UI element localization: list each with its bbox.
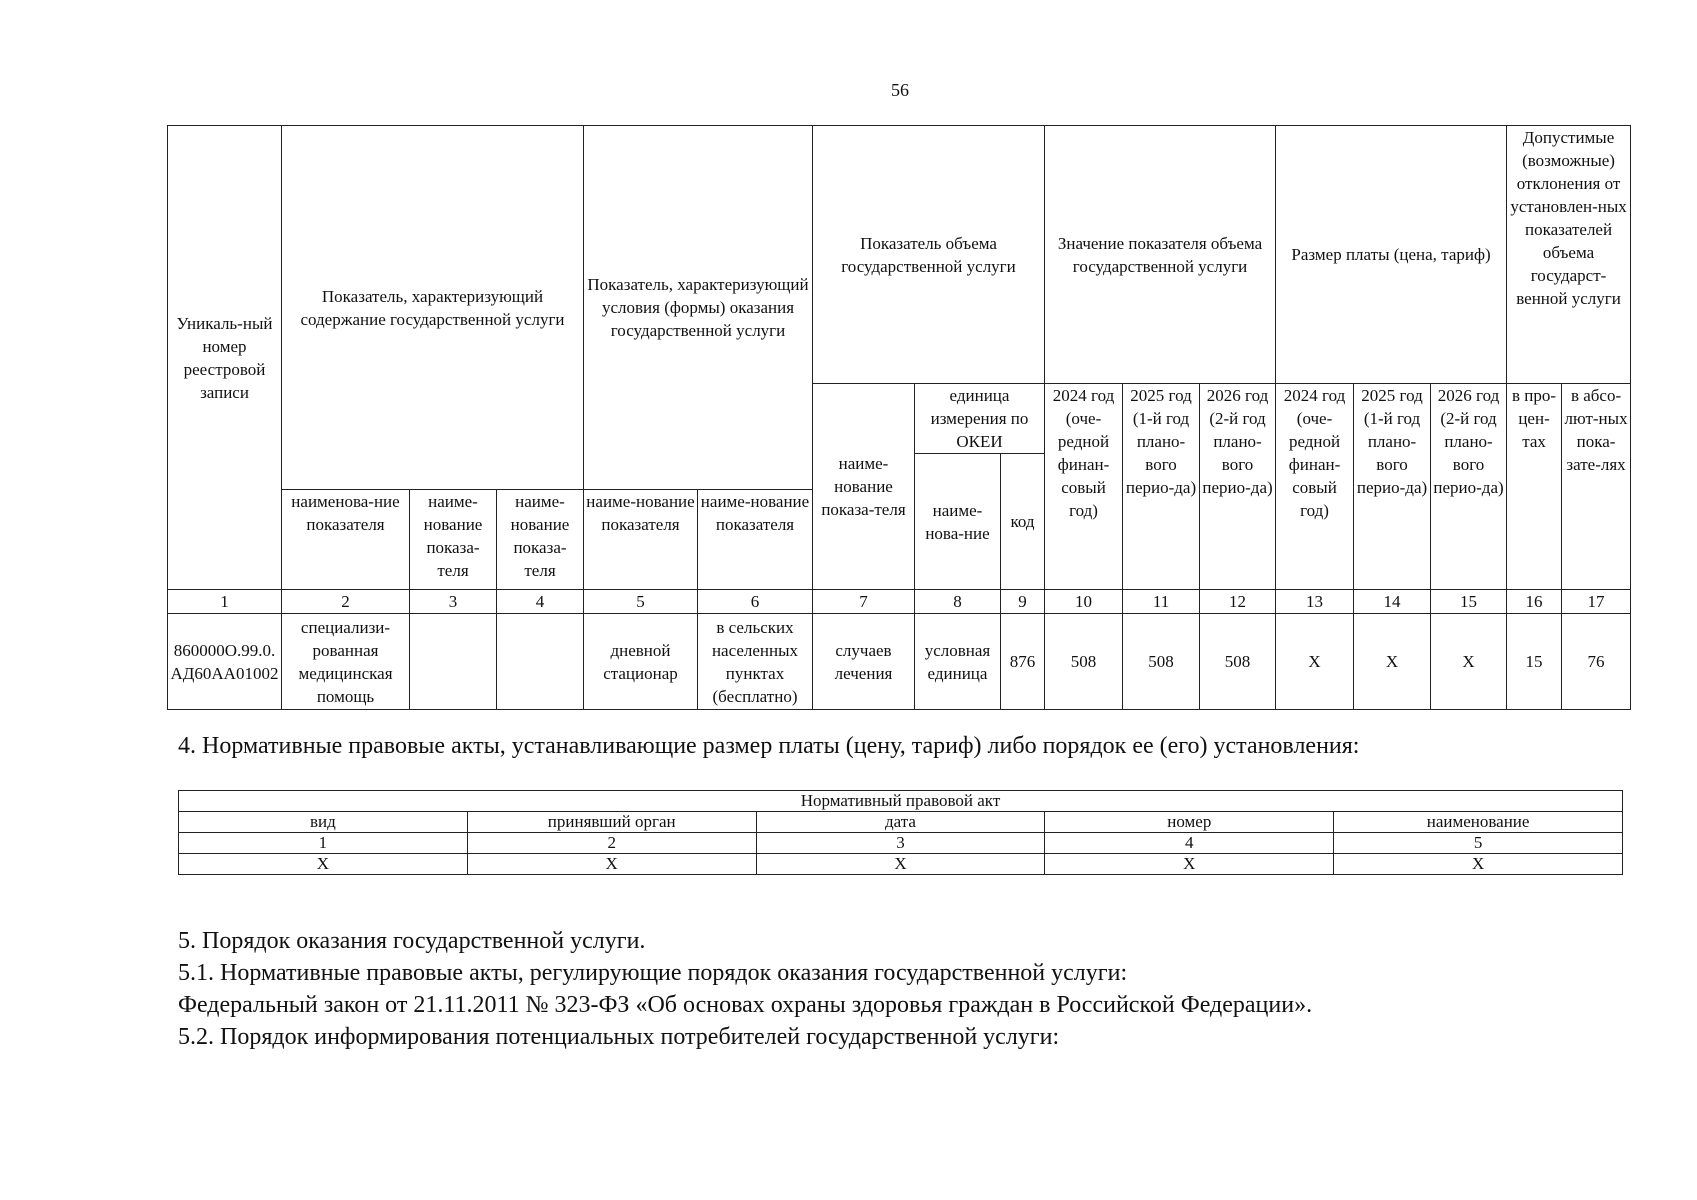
header-col9: код bbox=[1001, 454, 1045, 590]
section5-1: 5.1. Нормативные правовые акты, регулирующие порядок оказания государственной услуги: bbox=[178, 960, 1128, 986]
cell-volume-name: случаев лечения bbox=[813, 614, 915, 710]
col-header-number: номер bbox=[1045, 812, 1334, 833]
col-number: 15 bbox=[1431, 590, 1507, 614]
header-col15: 2026 год (2-й год плано-вого перио-да) bbox=[1431, 384, 1507, 590]
cell-unit-name: условная единица bbox=[915, 614, 1001, 710]
table-row bbox=[179, 854, 1623, 875]
header-col12: 2026 год (2-й год плано-вого перио-да) bbox=[1200, 384, 1276, 590]
cell-fee-2026: Х bbox=[1431, 614, 1507, 710]
cell-deviation-percent: 15 bbox=[1507, 614, 1562, 710]
column-number-row bbox=[168, 590, 1631, 614]
col-number: 11 bbox=[1123, 590, 1200, 614]
legal-acts-table bbox=[178, 790, 1623, 875]
col-number: 4 bbox=[497, 590, 584, 614]
header-col13: 2024 год (оче-редной финан-совый год) bbox=[1276, 384, 1354, 590]
col-number: 1 bbox=[168, 590, 282, 614]
legal-act-title: Нормативный правовой акт bbox=[179, 791, 1623, 812]
header-col8: наиме-нова-ние bbox=[915, 454, 1001, 590]
col-header-authority: принявший орган bbox=[467, 812, 756, 833]
cell-empty bbox=[497, 614, 584, 710]
header-col6: наиме-нование показателя bbox=[698, 490, 813, 590]
col-number: 3 bbox=[410, 590, 497, 614]
header-registry-number: Уникаль-ный номер реестровой записи bbox=[168, 126, 282, 590]
cell-value-2024: 508 bbox=[1045, 614, 1123, 710]
cell-value-2025: 508 bbox=[1123, 614, 1200, 710]
cell-fee-2025: Х bbox=[1354, 614, 1431, 710]
header-col2: наименова-ние показателя bbox=[282, 490, 410, 590]
col-number: 1 bbox=[179, 833, 468, 854]
header-allowed-deviations: Допустимые (возможные) отклонения от установлен-ных показателей объема государст-венной услуги bbox=[1507, 126, 1631, 384]
col-number: 7 bbox=[813, 590, 915, 614]
col-number: 13 bbox=[1276, 590, 1354, 614]
header-indicator-value: Значение показателя объема государственной услуги bbox=[1045, 126, 1276, 384]
header-col4: наиме-нование показа-теля bbox=[497, 490, 584, 590]
col-number: 8 bbox=[915, 590, 1001, 614]
header-unit-okei: единица измерения по ОКЕИ bbox=[915, 384, 1045, 454]
cell-x: Х bbox=[756, 854, 1045, 875]
header-content-indicator: Показатель, характеризующий содержание государственной услуги bbox=[282, 126, 584, 490]
col-number: 5 bbox=[1334, 833, 1623, 854]
cell-condition: дневной стационар bbox=[584, 614, 698, 710]
cell-value-2026: 508 bbox=[1200, 614, 1276, 710]
col-number: 9 bbox=[1001, 590, 1045, 614]
col-number: 2 bbox=[467, 833, 756, 854]
header-col3: наиме-нование показа-теля bbox=[410, 490, 497, 590]
volume-indicators-table bbox=[167, 125, 1631, 710]
col-number: 4 bbox=[1045, 833, 1334, 854]
col-header-type: вид bbox=[179, 812, 468, 833]
col-number: 5 bbox=[584, 590, 698, 614]
col-number: 12 bbox=[1200, 590, 1276, 614]
table-row bbox=[168, 614, 1631, 710]
header-col14: 2025 год (1-й год плано-вого перио-да) bbox=[1354, 384, 1431, 590]
federal-law: Федеральный закон от 21.11.2011 № 323-ФЗ «Об основах охраны здоровья граждан в Российской Федерации». bbox=[178, 992, 1313, 1018]
cell-x: Х bbox=[179, 854, 468, 875]
header-col11: 2025 год (1-й год плано-вого перио-да) bbox=[1123, 384, 1200, 590]
cell-x: Х bbox=[1045, 854, 1334, 875]
col-number: 14 bbox=[1354, 590, 1431, 614]
cell-unit-code: 876 bbox=[1001, 614, 1045, 710]
cell-condition-place: в сельских населенных пунктах (бесплатно) bbox=[698, 614, 813, 710]
section5-2: 5.2. Порядок информирования потенциальных потребителей государственной услуги: bbox=[178, 1024, 1060, 1050]
section4-heading: 4. Нормативные правовые акты, устанавливающие размер платы (цену, тариф) либо порядок ее (его) установления: bbox=[178, 733, 1360, 759]
col-number: 16 bbox=[1507, 590, 1562, 614]
col-number: 17 bbox=[1562, 590, 1631, 614]
col-number: 3 bbox=[756, 833, 1045, 854]
cell-content-indicator: специализи-рованная медицинская помощь bbox=[282, 614, 410, 710]
section5-title: 5. Порядок оказания государственной услуги. bbox=[178, 928, 646, 954]
col-header-name: наименование bbox=[1334, 812, 1623, 833]
section5 bbox=[178, 925, 1312, 1053]
col-number: 6 bbox=[698, 590, 813, 614]
cell-deviation-absolute: 76 bbox=[1562, 614, 1631, 710]
cell-x: Х bbox=[1334, 854, 1623, 875]
col-header-date: дата bbox=[756, 812, 1045, 833]
header-fee-size: Размер платы (цена, тариф) bbox=[1276, 126, 1507, 384]
header-volume-indicator: Показатель объема государственной услуги bbox=[813, 126, 1045, 384]
cell-fee-2024: Х bbox=[1276, 614, 1354, 710]
col-number: 10 bbox=[1045, 590, 1123, 614]
col-number: 2 bbox=[282, 590, 410, 614]
header-col5: наиме-нование показателя bbox=[584, 490, 698, 590]
header-col16: в про-цен-тах bbox=[1507, 384, 1562, 590]
cell-x: Х bbox=[467, 854, 756, 875]
cell-registry-number: 860000О.99.0.АД60АА01002 bbox=[168, 614, 282, 710]
header-condition-indicator: Показатель, характеризующий условия (формы) оказания государственной услуги bbox=[584, 126, 813, 490]
header-col7: наиме-нование показа-теля bbox=[813, 384, 915, 590]
cell-empty bbox=[410, 614, 497, 710]
header-col10: 2024 год (оче-редной финан-совый год) bbox=[1045, 384, 1123, 590]
page-number: 56 bbox=[891, 80, 909, 100]
header-col17: в абсо-лют-ных пока-зате-лях bbox=[1562, 384, 1631, 590]
